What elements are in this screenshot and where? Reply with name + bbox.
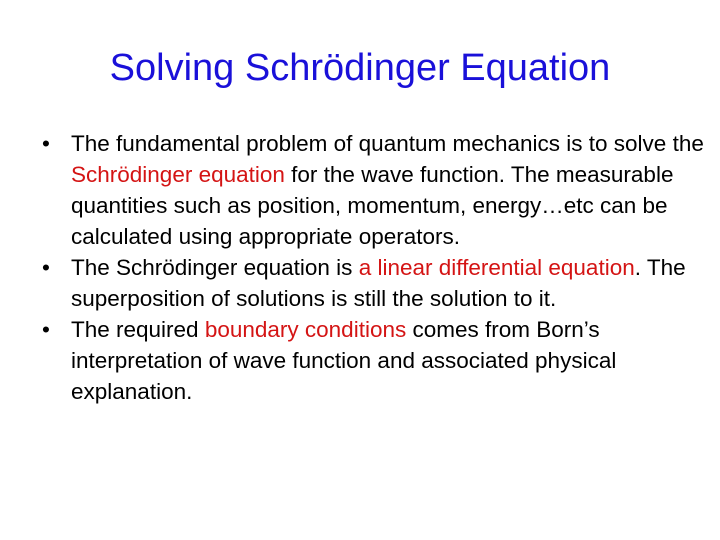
bullet-1-text-a: The fundamental problem of quantum mechanics is to solve the — [71, 131, 704, 156]
bullet-3-text-a: The required — [71, 317, 205, 342]
bullet-1-text-b: for the wave function. The measurable quantities such as position, momentum, energy…etc can be calculated using appropriate operators. — [71, 162, 674, 249]
bullet-marker: • — [42, 131, 50, 156]
bullet-3-highlight: boundary conditions — [204, 317, 407, 342]
bullet-3-text-b: comes from Born’s interpretation of wave function and associated physical explanation. — [71, 317, 617, 404]
bullet-marker: • — [42, 317, 50, 342]
bullet-1-highlight: Schrödinger equation — [71, 162, 285, 187]
bullet-2-text-a: The Schrödinger equation is — [71, 255, 359, 280]
bullet-2-text-b: . The superposition of solutions is still the solution to it. — [71, 255, 686, 311]
bullet-item-3 — [42, 314, 710, 407]
bullet-list — [42, 128, 710, 407]
bullet-2-highlight: a linear differential equation — [358, 255, 635, 280]
bullet-item-2 — [42, 252, 710, 314]
bullet-marker: • — [42, 255, 50, 280]
bullet-item-1 — [42, 128, 710, 252]
slide-title: Solving Schrödinger Equation — [109, 47, 611, 89]
